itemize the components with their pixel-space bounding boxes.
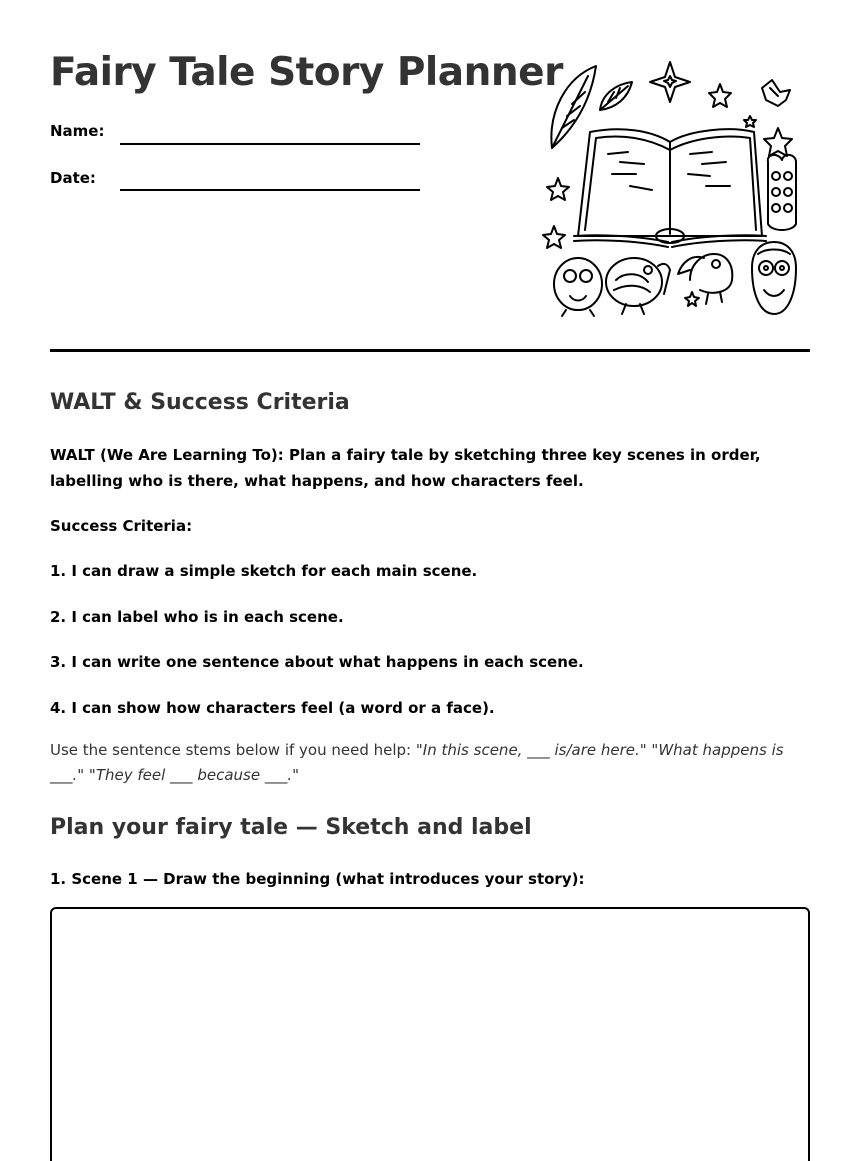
criterion-item: 4. I can show how characters feel (a word or a face). (50, 699, 495, 717)
star-icon (744, 116, 756, 127)
sentence-stems (50, 738, 815, 788)
name-label: Name: (50, 122, 105, 140)
fairy-tale-illustration (540, 58, 810, 320)
kiwi-bird-icon (678, 254, 732, 304)
walt-statement: WALT (We Are Learning To): Plan a fairy tale by sketching three key scenes in order, labelling who is there, what happens, and how characters feel. (50, 446, 761, 490)
scene-1-sketch-box[interactable] (50, 907, 810, 1161)
walt-heading: WALT & Success Criteria (50, 390, 350, 415)
leaf-icon (600, 82, 632, 110)
plan-heading: Plan your fairy tale — Sketch and label (50, 815, 532, 840)
star-icon (764, 128, 792, 156)
stems-intro: Use the sentence stems below if you need help: (50, 741, 412, 759)
criterion-item: 3. I can write one sentence about what happens in each scene. (50, 653, 584, 671)
date-field[interactable] (120, 189, 420, 191)
page-title: Fairy Tale Story Planner (50, 50, 563, 95)
criterion-item: 1. I can draw a simple sketch for each main scene. (50, 562, 478, 580)
open-book-icon (574, 129, 766, 247)
tiki-mask-icon (768, 155, 796, 230)
star-icon (685, 292, 699, 306)
tiki-mask-icon (752, 242, 796, 314)
scene-1-prompt: 1. Scene 1 — Draw the beginning (what introduces your story): (50, 870, 585, 888)
star-icon (650, 62, 690, 102)
name-field[interactable] (120, 143, 420, 145)
kiwi-bird-icon (606, 258, 670, 314)
date-label: Date: (50, 169, 96, 187)
star-icon (543, 226, 565, 248)
star-icon (547, 178, 569, 200)
stems-examples: "In this scene, ___ is/are here." "What happens is ___." "They feel ___ because ___." (50, 741, 784, 784)
star-icon (762, 80, 790, 106)
kiwi-bird-icon (554, 258, 602, 316)
criterion-item: 2. I can label who is in each scene. (50, 608, 344, 626)
star-icon (709, 84, 731, 107)
success-criteria-heading: Success Criteria: (50, 517, 193, 535)
header-divider (50, 349, 810, 352)
